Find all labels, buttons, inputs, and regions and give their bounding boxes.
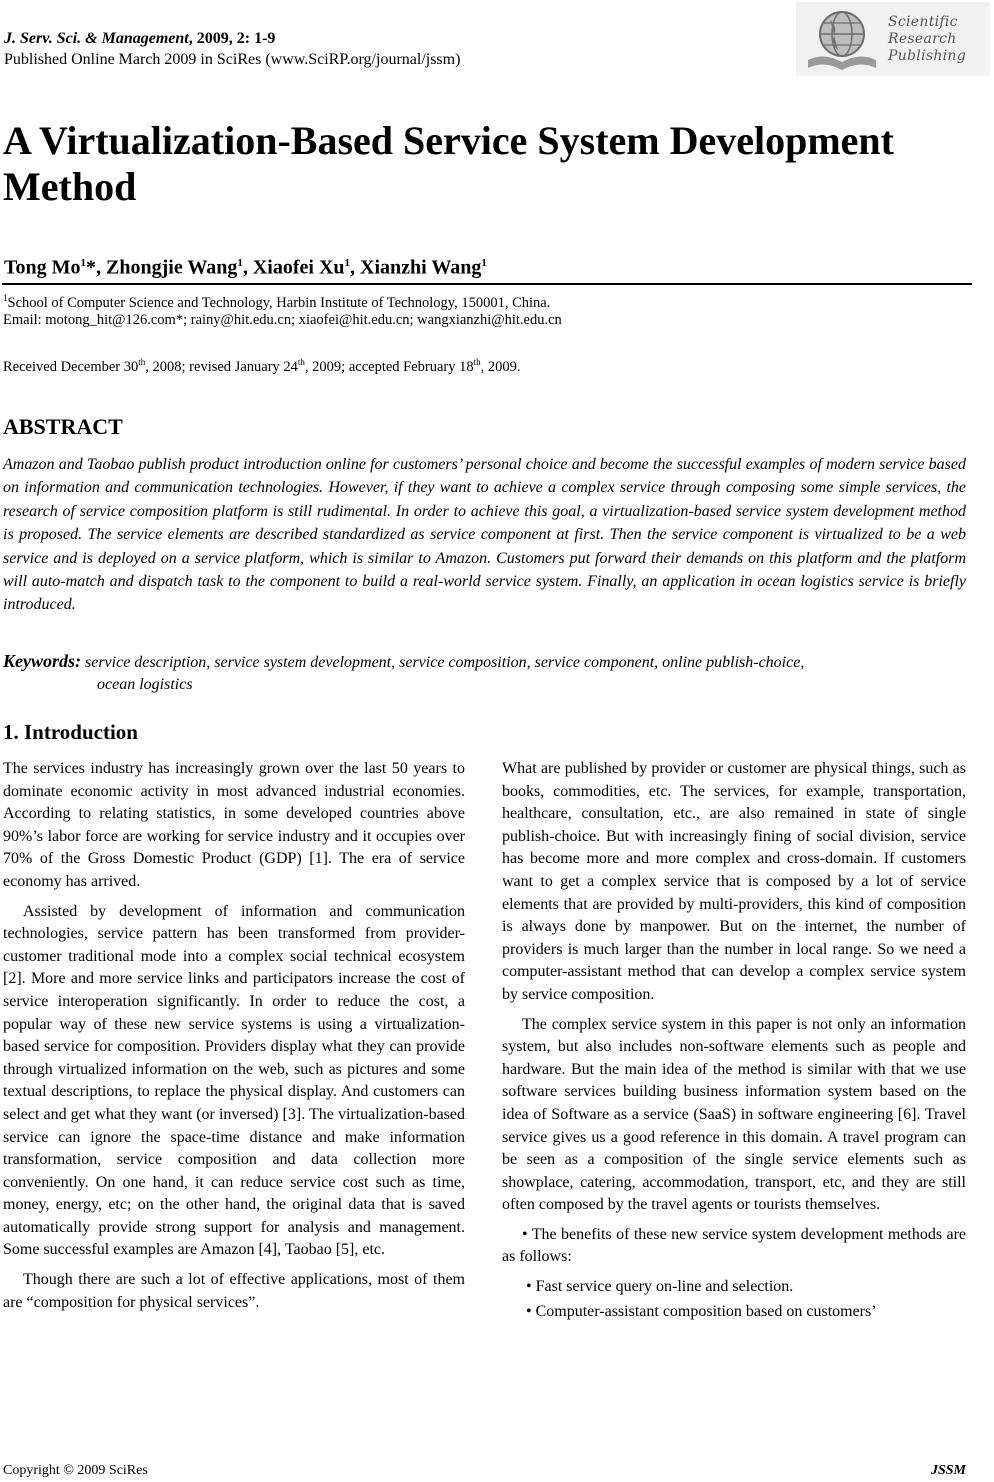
- author-list: Tong Mo$^1$*, Zhongjie Wang$^1$, Xiaofei Xu$^1$, Xianzhi Wang$^1$: [4, 256, 487, 279]
- abstract-heading: ABSTRACT: [3, 414, 123, 439]
- paragraph: The services industry has increasingly grown over the last 50 years to dominate economic activity in most advanced industrial economies. According to relating statistics, in some developed countries above 90%’s labor force are working for service industry and it occupies over 70% of the Gross Domestic Product (GDP) [1]. The era of service economy has arrived.: [3, 760, 465, 890]
- footer-copyright: Copyright © 2009 SciRes: [3, 1463, 148, 1478]
- received-dates: Received December 30th, 2008; revised January 24th, 2009; accepted February 18th, 2009.: [3, 357, 521, 375]
- paragraph: Though there are such a lot of effective applications, most of them are “composition for physical services”.: [3, 1271, 465, 1311]
- affiliation: $^1$School of Computer Science and Technology, Harbin Institute of Technology, 150001, China.: [3, 293, 551, 311]
- keywords-list-cont: ocean logistics: [97, 676, 193, 693]
- bullet-item: • Computer-assistant composition based on customers’: [526, 1302, 877, 1320]
- email-line: Email: motong_hit@126.com*; rainy@hit.edu.cn; xiaofei@hit.edu.cn; wangxianzhi@hit.edu.cn: [3, 312, 562, 328]
- logo-text: Scientific Research Publishing: [888, 14, 967, 64]
- bullet-intro: • The benefits of these new service system development methods are as follows:: [502, 1225, 966, 1266]
- paragraph: What are published by provider or customer are physical things, such as books, commodities, etc. The services, for example, transportation, healthcare, consultation, etc., are also remained in state of single publish-choice. But with increasingly fining of social division, service has become more and more complex and cross-domain. If customers want to get a complex service that is composed by a lot of service elements that are provided by multi-providers, this kind of composition is always done by manpower. But on the internet, the number of providers is much larger than the number in local range. So we need a computer-assistant method that can develop a complex service system by service composition.: [502, 760, 966, 1003]
- keywords: [3, 650, 966, 674]
- journal-header: [4, 28, 460, 70]
- header-divider: [2, 283, 972, 285]
- section-heading: 1. Introduction: [3, 720, 138, 744]
- left-column: [3, 758, 465, 1321]
- globe-book-icon: [804, 6, 880, 74]
- paragraph: The complex service system in this paper is not only an information system, but also includes non-software elements such as people and hardware. But the main idea of the method is similar with that we use software services building business information system based on the idea of Software as a service (SaaS) in software engineering [6]. Travel service gives us a good reference in this domain. A travel program can be seen as a composition of the single service elements such as showplace, catering, accommodation, transport, etc, and they are still often composed by the travel agents or tourists themselves.: [502, 1015, 966, 1214]
- journal-cite: J. Serv. Sci. & Management: [4, 30, 189, 47]
- bullet-item: • Fast service query on-line and selection.: [526, 1278, 794, 1296]
- author-name: Xianzhi Wang: [360, 256, 482, 279]
- footer-journal: JSSM: [930, 1463, 966, 1478]
- publisher-logo: [796, 2, 990, 76]
- journal-volume: , 2009, 2: 1-9: [188, 30, 276, 47]
- author-name: Zhongjie Wang: [106, 256, 238, 279]
- author-name: Tong Mo: [4, 256, 81, 279]
- keywords-label: Keywords:: [3, 651, 81, 671]
- right-column: [502, 758, 966, 1325]
- keywords-list: service description, service system development, service composition, service component, online publish-choice,: [85, 654, 805, 671]
- author-name: Xiaofei Xu: [252, 256, 345, 279]
- published-line: Published Online March 2009 in SciRes (www.SciRP.org/journal/jssm): [4, 51, 461, 68]
- paper-title: A Virtualization-Based Service System Development Method: [3, 118, 894, 209]
- abstract-text: Amazon and Taobao publish product introduction online for customers’ personal choice and become the successful examples of modern service based on information and communication technologies. However, if they want to achieve a complex service through composing some simple services, the research of service composition platform is still rudimental. In order to achieve this goal, a virtualization-based service system development method is proposed. The service elements are described standardized as service component at first. Then the service component is virtualized to be a web service and is deployed on a service platform, which is similar to Amazon. Customers put forward their demands on this platform and the platform will auto-match and dispatch task to the component to build a real-world service system. Finally, an application in ocean logistics service is briefly introduced.: [3, 456, 966, 614]
- paragraph: Assisted by development of information and communication technologies, service pattern has been transformed from provider-customer traditional mode into a complex social technical ecosystem [2]. More and more service links and participators increase the cost of service interoperation significantly. In order to reduce the cost, a popular way of these new service systems is using a virtualization-based service for composition. Providers display what they can provide through virtualized information on the web, such as pictures and some textual descriptions, to replace the physical display. And customers can select and get what they want (or inversed) [3]. The virtualization-based service can ignore the space-time distance and make information transformation, service composition and data collection more conveniently. On one hand, it can reduce service cost such as time, money, energy, etc; on the other hand, the original data that is saved automatically provide strong support for analysis and management. Some successful examples are Amazon [4], Taobao [5], etc.: [3, 902, 465, 1259]
